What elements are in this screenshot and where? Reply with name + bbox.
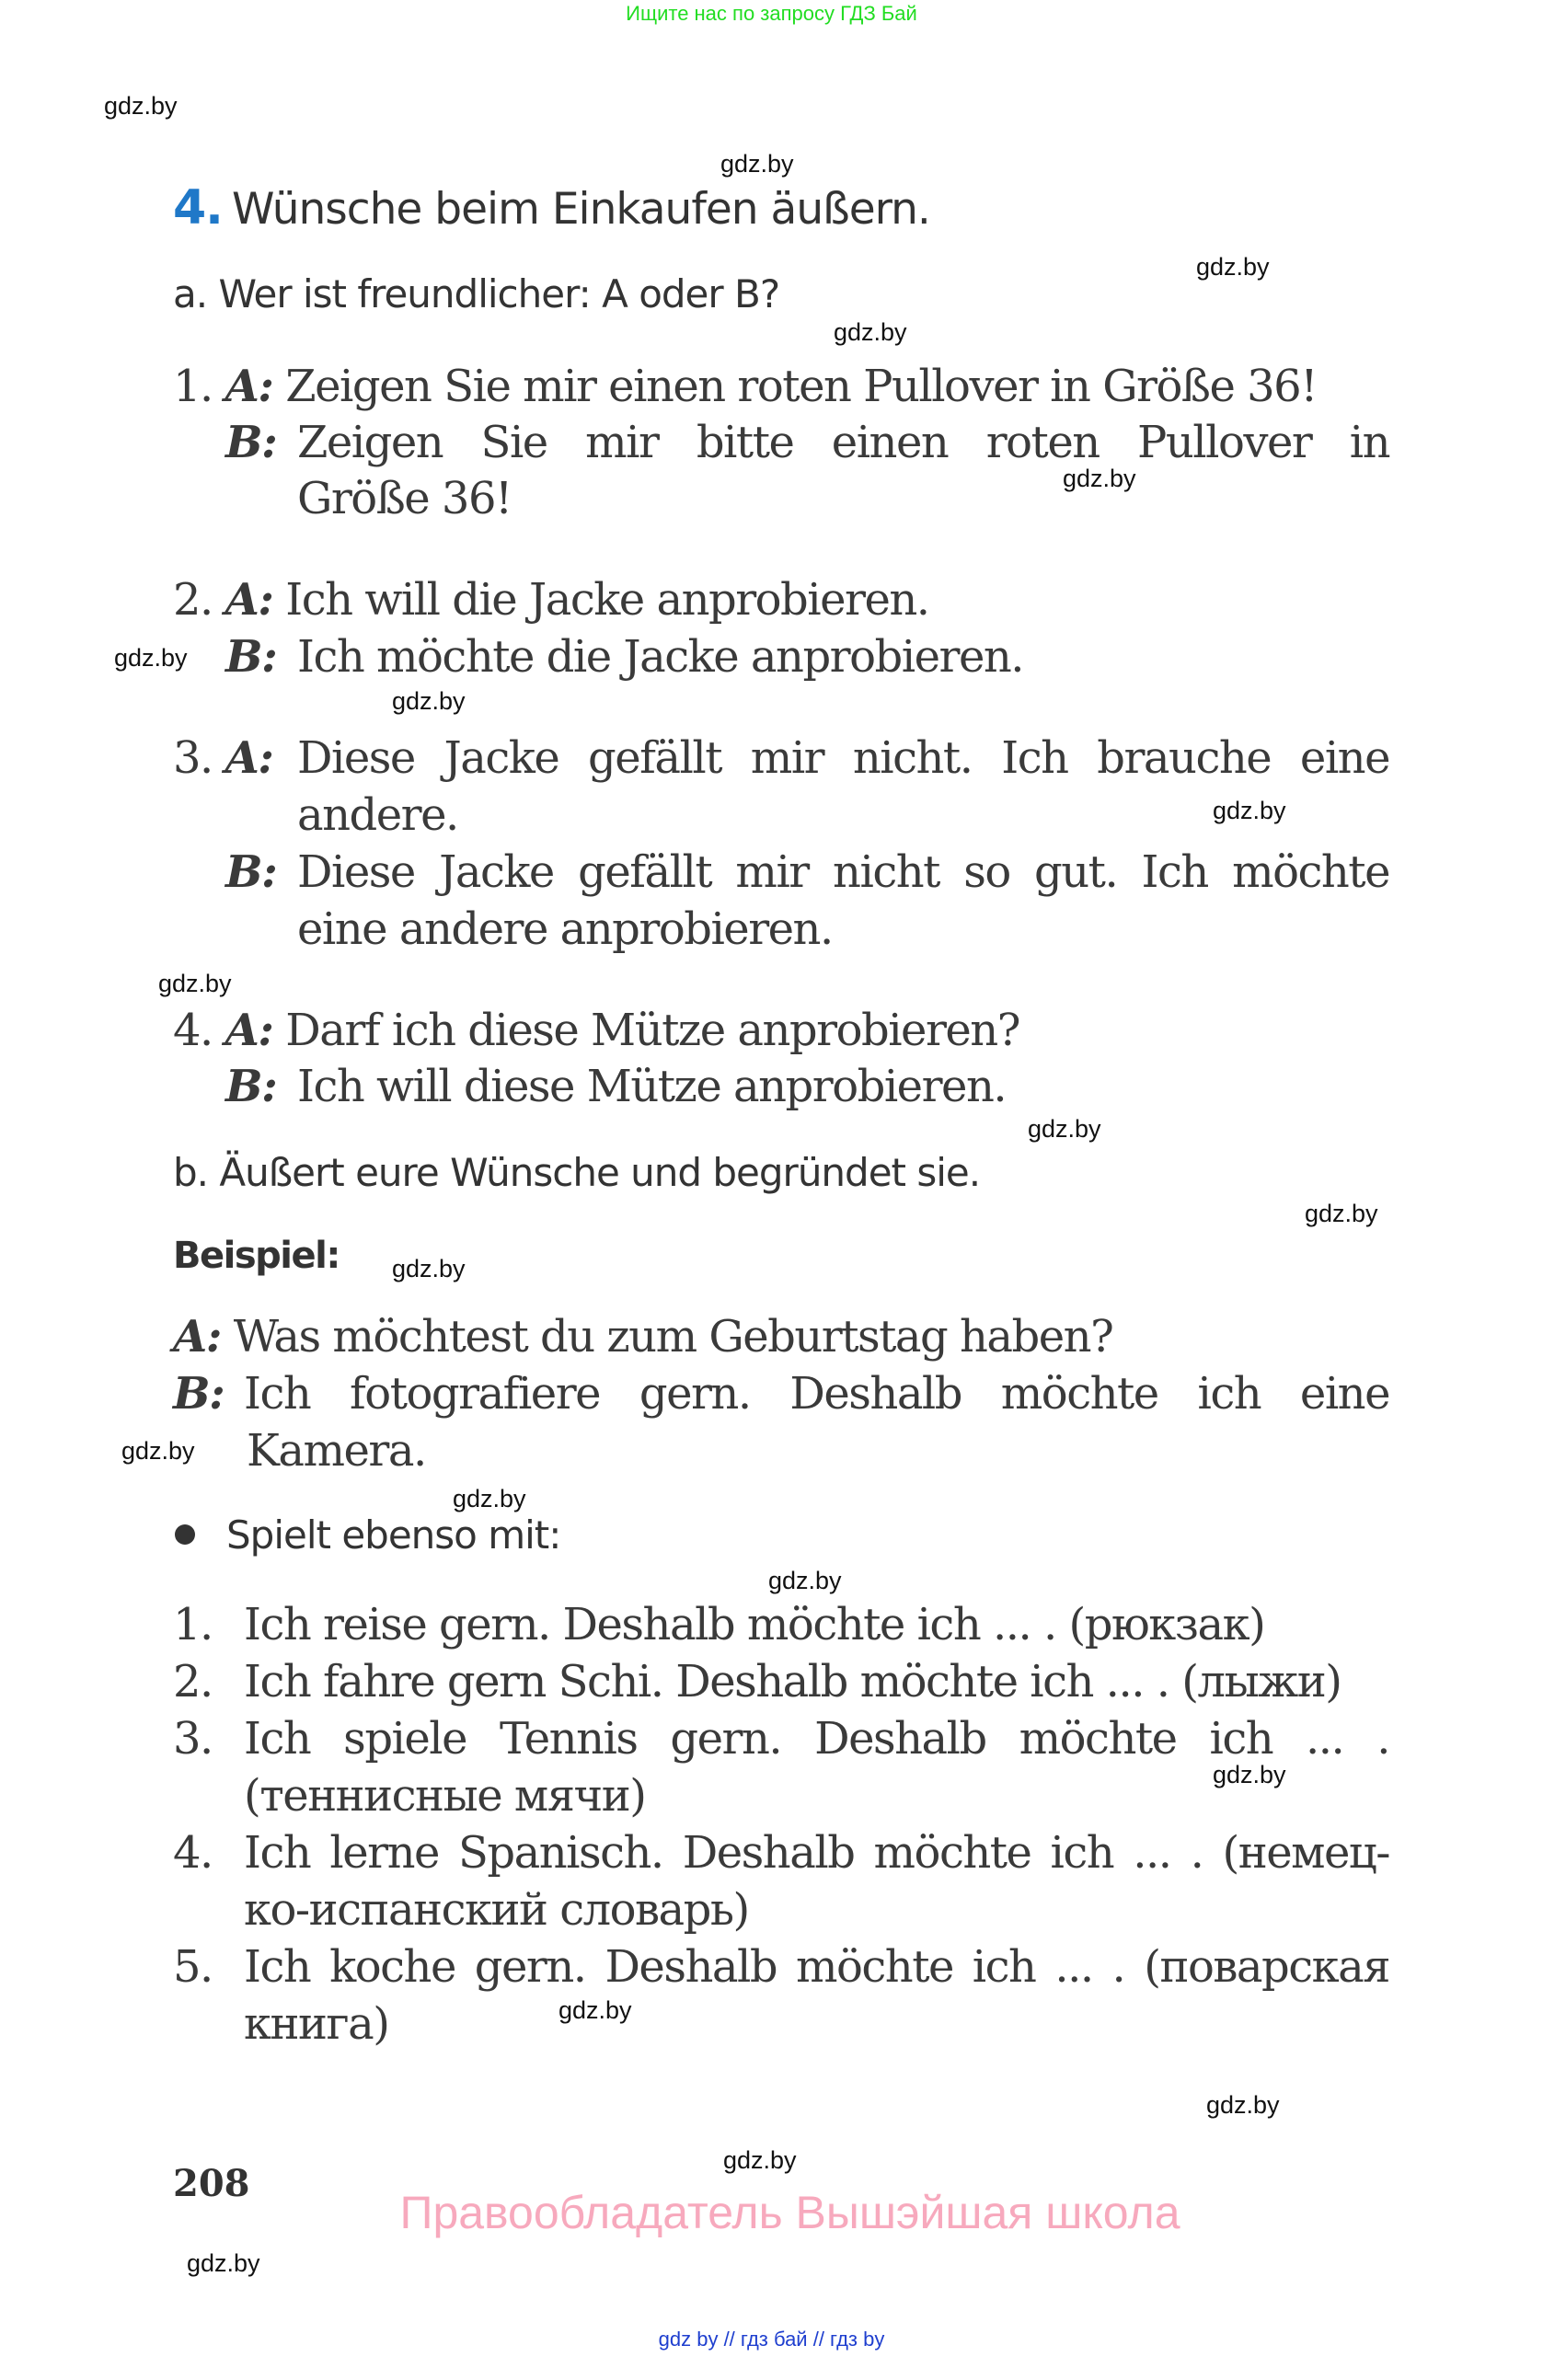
watermark: gdz.by [1305,1200,1378,1227]
watermark: gdz.by [392,687,466,715]
speaker-a-label: A: [225,361,273,412]
watermark: gdz.by [187,2249,260,2277]
exercise-text-cont: ко-испанский словарь) [244,1884,749,1936]
speaker-a-text: Zeigen Sie mir einen roten Pullover in Größe 36! [285,361,1317,412]
speaker-b-label: B: [225,1061,277,1112]
exercise-item-3 [173,1713,213,1765]
exercise-text: Ich lerne Spanisch. Deshalb möchte ich ... . (немец- [244,1827,1389,1879]
watermark: gdz.by [1206,2091,1280,2119]
speaker-b-text: Zeigen Sie mir bitte einen roten Pullover in [297,417,1389,468]
speaker-a-text: Diese Jacke gefällt mir nicht. Ich brauche eine [297,732,1389,784]
speaker-a-label: A: [225,1005,273,1056]
speaker-b-text-cont: eine andere anprobieren. [297,903,833,955]
item-number: 2. [173,574,213,626]
item-number: 3. [173,1713,213,1765]
watermark: gdz.by [723,2146,797,2174]
exercise-text: Ich fahre gern Schi. Deshalb möchte ich ... . (лыжи) [244,1656,1341,1707]
speaker-b-text-cont: Größe 36! [297,473,512,524]
exercise-text-cont: книга) [244,1998,389,2050]
part-b-heading: b. Äußert eure Wünsche und begründet sie. [173,1150,981,1195]
speaker-a-text: Darf ich diese Mütze anprobieren? [285,1005,1019,1056]
speaker-b-text: Ich fotografiere gern. Deshalb möchte ich eine [244,1368,1389,1420]
watermark: gdz.by [158,970,232,997]
speaker-b-label: B: [225,631,277,683]
watermark: gdz.by [121,1437,195,1465]
speaker-a-label: A: [225,574,273,626]
exercise-text: Ich koche gern. Deshalb möchte ich ... . (поварская [244,1941,1389,1993]
item-number: 1. [173,1599,213,1650]
instruction-text: Spielt ebenso mit: [226,1512,561,1558]
item-number: 3. [173,732,213,784]
speaker-b-label: B: [225,846,277,898]
top-banner: Ищите нас по запросу ГДЗ Бай [626,2,917,25]
watermark: gdz.by [453,1485,526,1512]
speaker-b-text: Diese Jacke gefällt mir nicht so gut. Ich möchte [297,846,1389,898]
watermark: gdz.by [720,150,794,178]
speaker-b-text: Ich will diese Mütze anprobieren. [297,1061,1007,1112]
exercise-text: Ich reise gern. Deshalb möchte ich ... . (рюкзак) [244,1599,1265,1650]
speaker-a-text: Ich will die Jacke anprobieren. [285,574,929,626]
exercise-item-2 [173,1656,213,1707]
instruction [175,1512,560,1558]
speaker-a-text: Was möchtest du zum Geburtstag haben? [233,1311,1113,1362]
item-number: 2. [173,1656,213,1707]
task-heading [173,180,930,236]
speaker-b-label: B: [173,1368,225,1420]
task-number: 4. [173,180,223,236]
watermark: gdz.by [1196,253,1270,281]
speaker-b-text: Ich möchte die Jacke anprobieren. [297,631,1024,683]
exercise-text: Ich spiele Tennis gern. Deshalb möchte ich ... . [244,1713,1389,1765]
item-number: 5. [173,1941,213,1993]
exercise-item-4 [173,1827,213,1879]
watermark: gdz.by [1213,1761,1286,1788]
exercise-item-5 [173,1941,213,1993]
item-number: 1. [173,361,213,412]
speaker-a-text-cont: andere. [297,789,458,841]
part-a-heading: a. Wer ist freundlicher: A oder B? [173,271,780,316]
watermark: gdz.by [392,1255,466,1282]
watermark: gdz.by [104,92,178,120]
page-number: 208 [173,2162,250,2205]
item-number: 4. [173,1005,213,1056]
watermark: gdz.by [1028,1115,1101,1143]
speaker-b-label: B: [225,417,277,468]
example-label: Beispiel: [173,1235,340,1277]
copyright-notice: Правообладатель Вышэйшая школа [399,2187,1180,2238]
footer-links[interactable]: gdz by // гдз бай // гдз by [658,2328,885,2351]
speaker-a-label: A: [173,1311,221,1362]
watermark: gdz.by [1063,465,1136,492]
watermark: gdz.by [834,318,907,346]
item-number: 4. [173,1827,213,1879]
exercise-text-cont: (теннисные мячи) [244,1770,646,1822]
task-title: Wünsche beim Einkaufen äußern. [231,184,930,235]
bullet-icon [175,1524,195,1545]
speaker-b-text-cont: Kamera. [247,1425,426,1477]
watermark: gdz.by [1213,797,1286,824]
watermark: gdz.by [114,644,188,672]
exercise-item-1 [173,1599,213,1650]
speaker-a-label: A: [225,732,273,784]
watermark: gdz.by [558,1996,632,2024]
watermark: gdz.by [768,1567,842,1594]
